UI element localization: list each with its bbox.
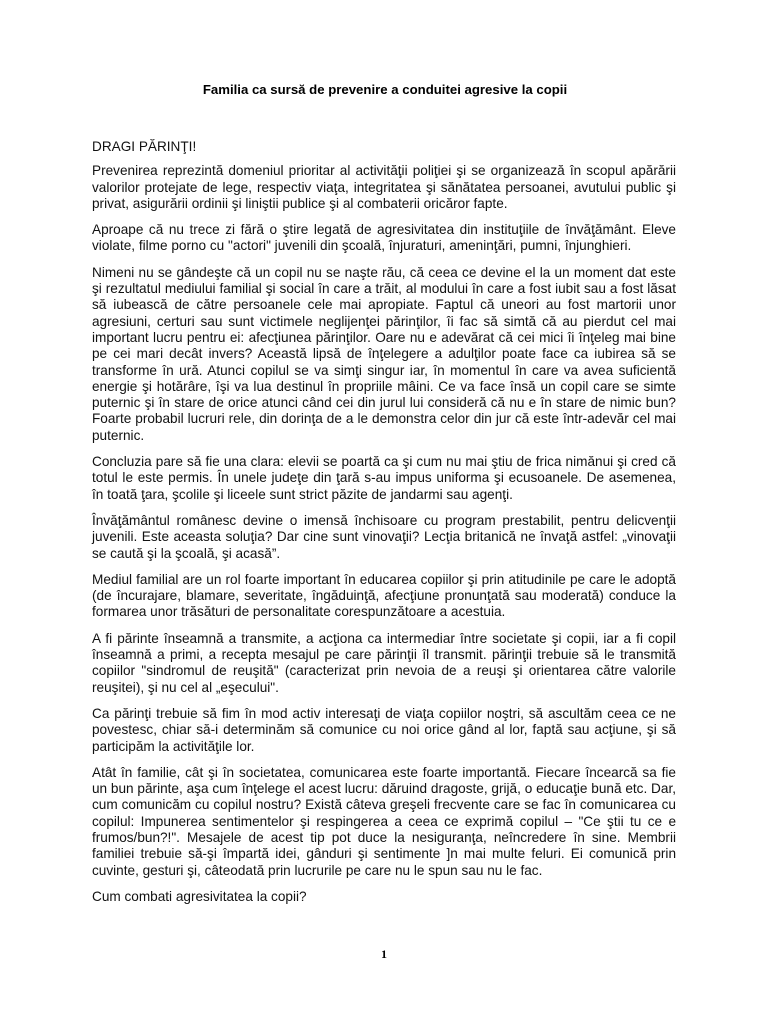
page-number: 1	[381, 947, 387, 961]
greeting: DRAGI PĂRINŢI!	[92, 139, 197, 154]
paragraph: A fi părinte înseamnă a transmite, a acţiona ca intermediar între societate şi copii, iar a fi copil înseamnă a primi, a recepta mesajul pe care părinţii îl transmit. părinţii trebuie să le transmită copiilor "sindromul de reuşită" (caracterizat prin nevoia de a reuşi şi orientarea către valorile reuşitei), şi nu cel al „eşecului".	[92, 630, 676, 695]
page-title: Familia ca sursă de prevenire a conduitei agresive la copii	[202, 82, 568, 97]
paragraph: Mediul familial are un rol foarte important în educarea copiilor şi prin atitudinile pe care le adoptă (de încurajare, blamare, severitate, îngăduinţă, afecţiune pronunţată sau moderată) conduce la formarea unor trăsături de personalitate corespunzătoare a acestuia.	[92, 571, 676, 620]
paragraph: Concluzia pare să fie una clara: elevii se poartă ca şi cum nu mai ştiu de frica nimănui şi cred că totul le este permis. În unele judeţe din ţară s-au impus uniforma şi ecusoanele. De asemenea, în toată ţara, şcolile şi liceele sunt strict păzite de jandarmi sau agenţi.	[92, 454, 676, 502]
paragraph: Nimeni nu se gândeşte că un copil nu se naşte rău, că ceea ce devine el la un moment dat este şi rezultatul mediului familial şi social în care a trăit, al modului în care a fost iubit sau a fost lăsat să iubească de către persoanele cele mai apropiate. Faptul că uneori au fost martorii unor agresiuni, certuri sau sunt victimele neglijenţei părinţilor, îi fac să simtă că au pierdut cel mai important lucru pentru ei: afecţiunea părinţilor. Oare nu e adevărat că cei mici îi înţeleg mai bine pe cei mari decât invers? Această lipsă de înţelegere a adulţilor poate face ca iubirea să se transforme în ură. Atunci copilul se va simţi singur iar, în momentul în care va avea suficientă energie şi hotărâre, îşi va lua destinul în propriile mâini. Ce va face însă un copil care se simte puternic şi în stare de orice atunci când cei din jurul lui consideră că nu e în stare de nimic bun? Foarte probabil lucruri rele, din dorinţa de a le demonstra celor din jur că este într-adevăr cel mai puternic.	[92, 264, 676, 443]
paragraph: Învăţământul românesc devine o imensă închisoare cu program prestabilit, pentru delicvenţii juvenili. Este aceasta soluţia? Dar cine sunt vinovaţii? Lecţia britanică ne învaţă astfel: „vinovaţii se caută şi la şcoală, şi acasă”.	[92, 512, 676, 561]
section-question: Cum combati agresivitatea la copii?	[92, 888, 307, 904]
paragraph: Ca părinţi trebuie să fim în mod activ interesaţi de viaţa copiilor noştri, să ascultăm ceea ce ne povestesc, chiar să-i determinăm să comunice cu noi orice gând al lor, faptă sau acţiune, şi să participăm la activităţile lor.	[92, 705, 676, 754]
paragraph: Atât în familie, cât şi în societatea, comunicarea este foarte importantă. Fiecare încearcă sa fie un bun părinte, aşa cum înţelege el acest lucru: dăruind dragoste, grijă, o educaţie bună etc. Dar, cum comunicăm cu copilul nostru? Există câteva greşeli frecvente care se fac în comunicarea cu copilul: Impunerea sentimentelor şi respingerea a ceea ce exprimă copilul – "Ce ştii tu ce e frumos/bun?!". Mesajele de acest tip pot duce la nesiguranţa, neîncredere în sine. Membrii familiei trebuie să-şi împartă idei, gânduri şi sentimente ]n mai multe feluri. Ei comunică prin cuvinte, gesturi şi, câteodată prin lucrurile pe care nu le spun sau nu le fac.	[92, 764, 676, 878]
document-body	[92, 139, 676, 905]
paragraph: Prevenirea reprezintă domeniul prioritar al activităţii poliţiei şi se organizează în scopul apărării valorilor protejate de lege, respectiv viaţa, integritatea şi sănătatea persoanei, avutului public şi privat, asigurării ordinii şi liniştii publice şi al combaterii oricăror fapte.	[92, 163, 676, 211]
paragraph: Aproape că nu trece zi fără o ştire legată de agresivitatea din instituţiile de învăţământ. Eleve violate, filme porno cu "actori" juvenili din şcoală, înjuraturi, ameninţări, pumni, înjunghieri.	[92, 222, 676, 254]
